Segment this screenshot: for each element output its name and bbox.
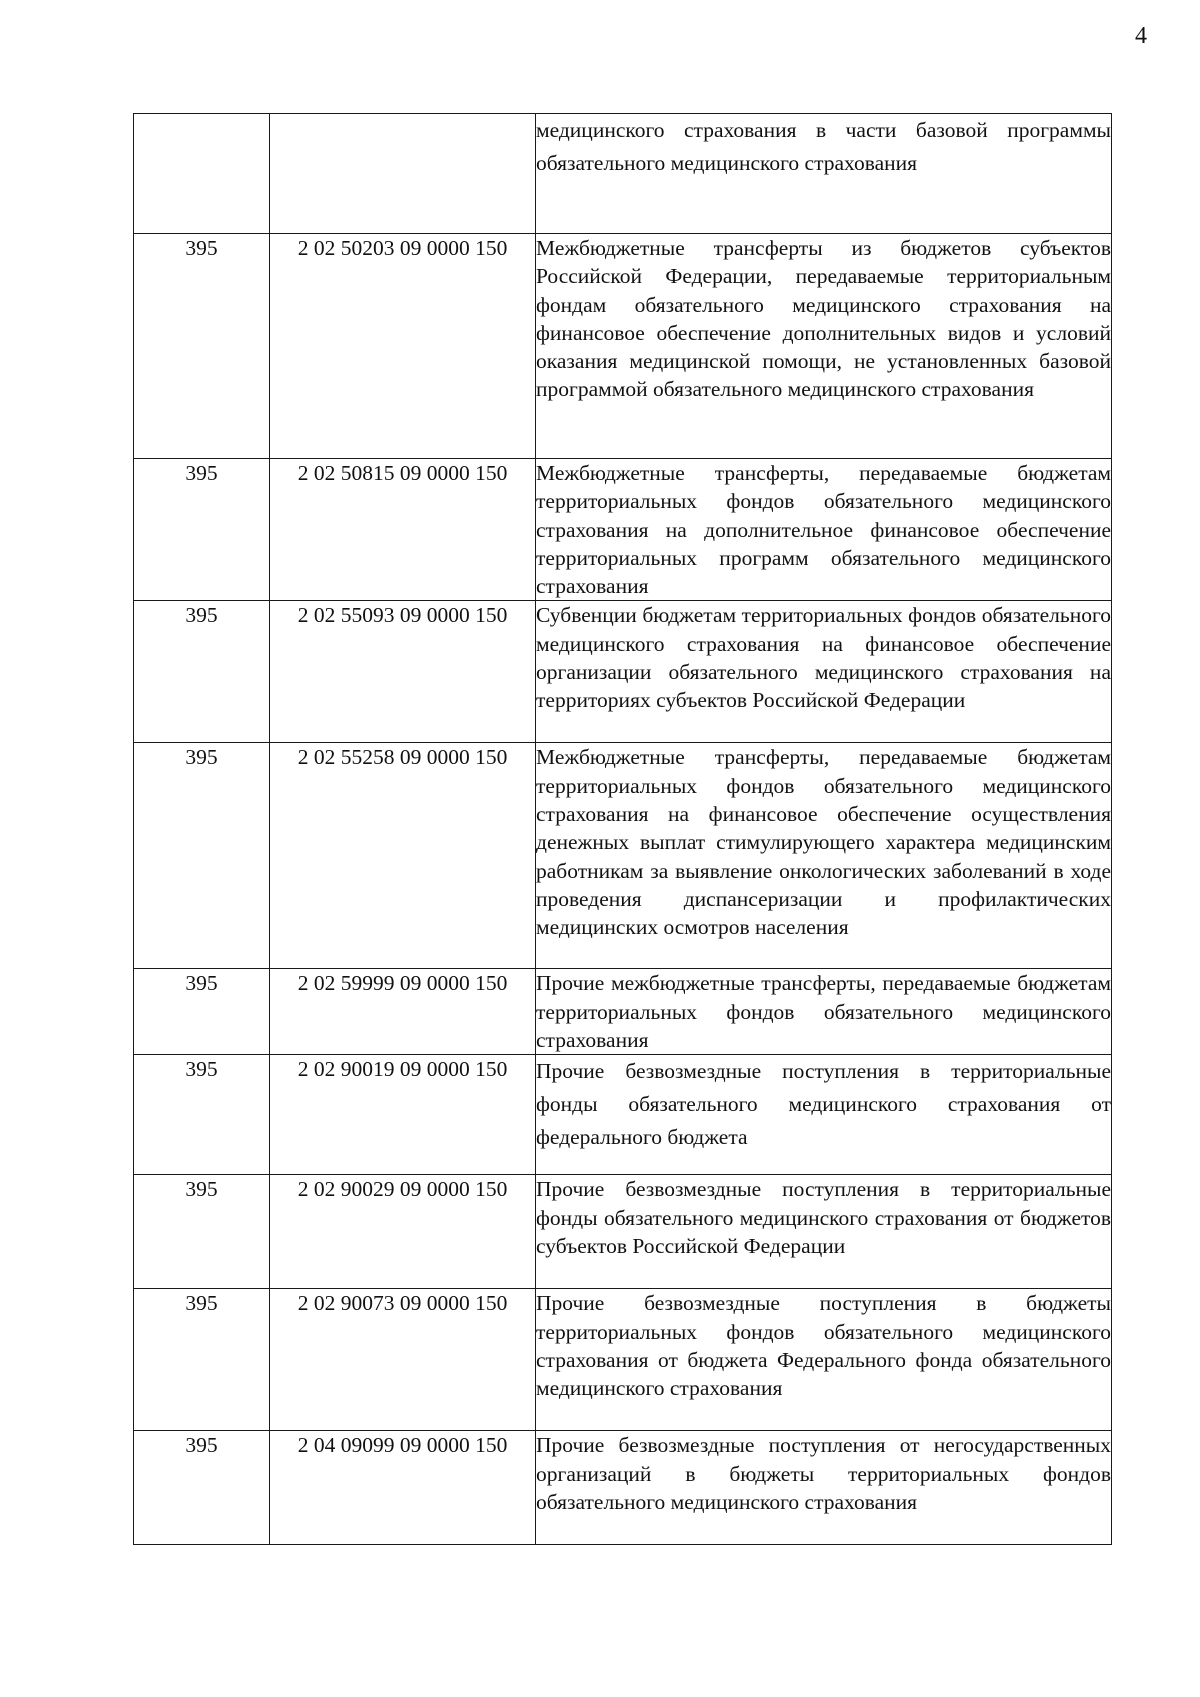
admin-code-cell: 395 xyxy=(134,969,270,1055)
admin-code-cell: 395 xyxy=(134,743,270,969)
budget-code-cell: 2 02 55093 09 0000 150 xyxy=(270,601,536,743)
income-name-cell: медицинского страхования в части базовой программы обязательного медицинского страхования xyxy=(536,114,1112,234)
income-name-cell: Межбюджетные трансферты, передаваемые бюджетам территориальных фондов обязательного медицинского страхования на финансовое обеспечение осуществления денежных выплат стимулирующего характера медицинским работникам за выявление онкологических заболеваний в ходе проведения диспансеризации и профилактических медицинских осмотров населения xyxy=(536,743,1112,969)
budget-code-cell: 2 02 50815 09 0000 150 xyxy=(270,459,536,601)
income-name-cell: Прочие безвозмездные поступления в бюджеты территориальных фондов обязательного медицинского страхования от бюджета Федерального фонда обязательного медицинского страхования xyxy=(536,1289,1112,1431)
table-row xyxy=(134,234,1112,459)
budget-codes-table xyxy=(133,113,1112,1545)
income-name-cell: Прочие межбюджетные трансферты, передаваемые бюджетам территориальных фондов обязательного медицинского страхования xyxy=(536,969,1112,1055)
income-name-cell: Субвенции бюджетам территориальных фондов обязательного медицинского страхования на финансовое обеспечение организации обязательного медицинского страхования на территориях субъектов Российской Федерации xyxy=(536,601,1112,743)
income-name-cell: Прочие безвозмездные поступления от негосударственных организаций в бюджеты территориальных фондов обязательного медицинского страхования xyxy=(536,1431,1112,1545)
budget-code-cell: 2 02 90029 09 0000 150 xyxy=(270,1175,536,1289)
admin-code-cell: 395 xyxy=(134,1431,270,1545)
admin-code-cell: 395 xyxy=(134,1289,270,1431)
income-name-cell: Межбюджетные трансферты, передаваемые бюджетам территориальных фондов обязательного медицинского страхования на дополнительное финансовое обеспечение территориальных программ обязательного медицинского страхования xyxy=(536,459,1112,601)
table-row xyxy=(134,1431,1112,1545)
admin-code-cell xyxy=(134,114,270,234)
table-row xyxy=(134,1175,1112,1289)
budget-code-cell: 2 02 55258 09 0000 150 xyxy=(270,743,536,969)
income-name-cell: Прочие безвозмездные поступления в территориальные фонды обязательного медицинского страхования от федерального бюджета xyxy=(536,1055,1112,1175)
table-row xyxy=(134,743,1112,969)
budget-code-cell xyxy=(270,114,536,234)
budget-code-cell: 2 04 09099 09 0000 150 xyxy=(270,1431,536,1545)
table-row xyxy=(134,1289,1112,1431)
income-name-cell: Межбюджетные трансферты из бюджетов субъектов Российской Федерации, передаваемые территориальным фондам обязательного медицинского страхования на финансовое обеспечение дополнительных видов и условий оказания медицинской помощи, не установленных базовой программой обязательного медицинского страхования xyxy=(536,234,1112,459)
admin-code-cell: 395 xyxy=(134,234,270,459)
income-name-cell: Прочие безвозмездные поступления в территориальные фонды обязательного медицинского страхования от бюджетов субъектов Российской Федерации xyxy=(536,1175,1112,1289)
budget-code-cell: 2 02 59999 09 0000 150 xyxy=(270,969,536,1055)
table-row xyxy=(134,601,1112,743)
table-row xyxy=(134,1055,1112,1175)
table-row xyxy=(134,459,1112,601)
admin-code-cell: 395 xyxy=(134,459,270,601)
admin-code-cell: 395 xyxy=(134,1175,270,1289)
admin-code-cell: 395 xyxy=(134,1055,270,1175)
budget-code-cell: 2 02 90019 09 0000 150 xyxy=(270,1055,536,1175)
table-row xyxy=(134,114,1112,234)
budget-code-cell: 2 02 90073 09 0000 150 xyxy=(270,1289,536,1431)
budget-code-cell: 2 02 50203 09 0000 150 xyxy=(270,234,536,459)
page-number: 4 xyxy=(1135,23,1147,49)
admin-code-cell: 395 xyxy=(134,601,270,743)
table-row xyxy=(134,969,1112,1055)
